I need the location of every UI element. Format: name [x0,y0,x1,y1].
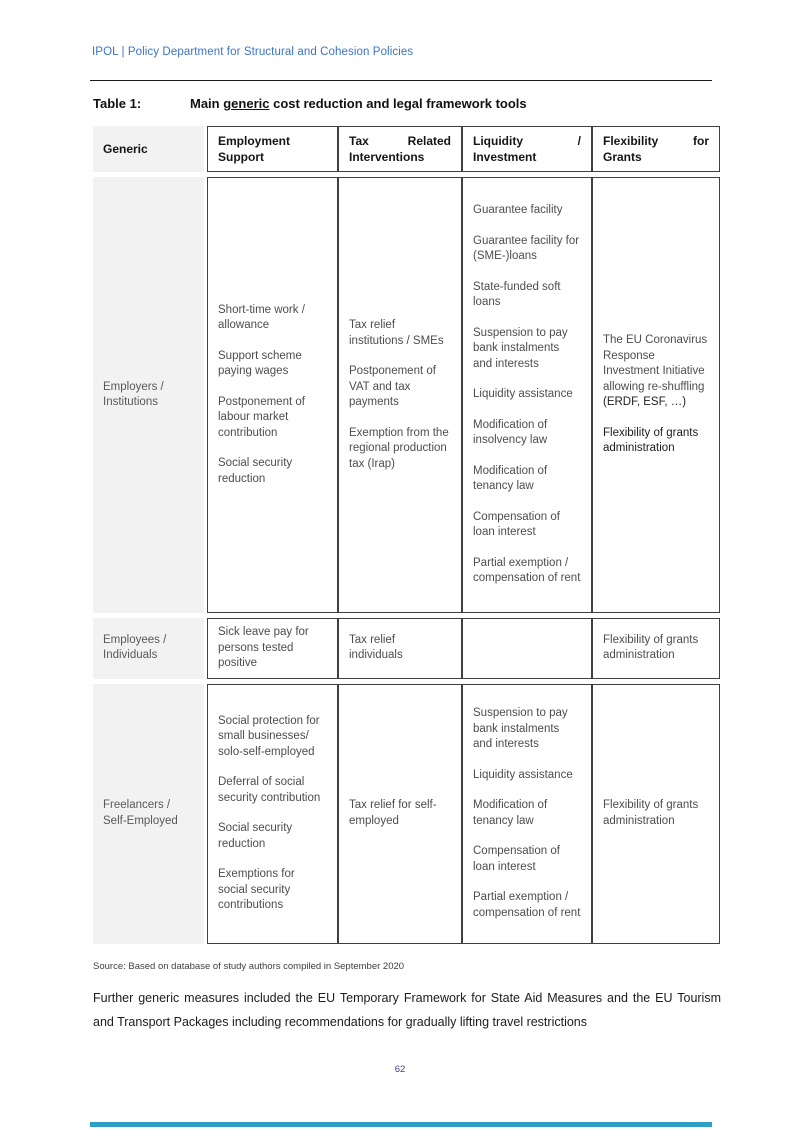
cell-item: Flexibility of grants administration [603,426,699,455]
cell-item: Exemptions for social security contributions [218,868,295,911]
cell-item-emph-text: (ERDF, ESF, …) [603,396,687,409]
header-cell-tax-related: Tax Related Interventions [338,126,462,172]
cell-employers-liquidity [462,177,592,613]
table-title [93,96,721,111]
table-header-row [93,126,720,172]
main-table [93,121,720,949]
cell-freelancers-flexibility [592,684,720,944]
header-cell-generic: Generic [93,126,207,172]
header-cell-flexibility: Flexibility for Grants [592,126,720,172]
cell-item: Suspension to pay bank instalments and interests [473,707,568,750]
cell-employees-employment [207,618,338,679]
cell-item [603,333,709,411]
cell-employees-liquidity-empty [462,618,592,679]
cell-item: Deferral of social security contribution [218,776,321,804]
header-cell-employment-support: Employment Support [207,126,338,172]
cell-item: Compensation of loan interest [473,845,560,873]
cell-freelancers-tax [338,684,462,944]
cell-freelancers-liquidity [462,684,592,944]
cell-employees-tax [338,618,462,679]
cell-employees-flexibility [592,618,720,679]
cell-employers-tax [338,177,462,613]
page-number: 62 [394,1064,406,1075]
cell-item: Partial exemption / compensation of rent [473,556,581,585]
cell-item: Liquidity assistance [473,768,573,781]
cell-item: Flexibility of grants administration [603,799,699,827]
row-label-employees: Employees / Individuals [93,618,207,679]
cell-item: Tax relief individuals [349,633,403,662]
cell-item: Exemption from the regional production tax (Irap) [349,426,449,470]
cell-item: Flexibility of grants administration [603,633,699,662]
cell-item: Suspension to pay bank instalments and interests [473,326,568,370]
table-title-text-before: Main [190,96,224,111]
cell-item: Tax relief institutions / SMEs [349,319,444,347]
cell-item: Compensation of loan interest [473,510,560,539]
table-row-employees [93,618,720,679]
cell-item: Modification of tenancy law [473,799,548,827]
table-title-text-after: cost reduction and legal framework tools [269,96,527,111]
cell-item: Social protection for small businesses/ solo-self-employed [218,714,320,758]
cell-employers-employment [207,177,338,613]
cell-item: Social security reduction [218,822,293,850]
cell-item: Sick leave pay for persons tested positive [218,626,309,669]
cell-item: Social security reduction [218,457,293,485]
cell-item: Support scheme paying wages [218,349,302,378]
cell-item: Guarantee facility for (SME-)loans [473,234,580,263]
body-paragraph: Further generic measures included the EU Temporary Framework for State Aid Measures and the EU Tourism and Transport Packages including recommendations for gradually lifting travel restrictions [93,991,721,1029]
table-title-label: Table 1: [93,96,142,111]
header-cell-liquidity: Liquidity / Investment [462,126,592,172]
cell-item: State-funded soft loans [473,280,561,309]
cell-employers-flexibility [592,177,720,613]
cell-item: Tax relief for self-employed [349,799,437,827]
row-label-employers: Employers / Institutions [93,177,207,613]
cell-freelancers-employment [207,684,338,944]
cell-item: Postponement of labour market contribution [218,395,305,439]
cell-item: Modification of tenancy law [473,464,548,493]
table-row-employers [93,177,720,613]
cell-item-lead-text: The EU Coronavirus Response Investment Initiative allowing re-shuffling [603,334,708,393]
main-table-container [93,121,721,949]
running-header: IPOL | Policy Department for Structural and Cohesion Policies [92,46,414,58]
source-note: Source: Based on database of study authors compiled in September 2020 [93,961,405,972]
cell-item: Liquidity assistance [473,388,573,401]
footer-bar [90,1122,712,1127]
cell-item: Guarantee facility [473,204,563,217]
cell-item: Short-time work / allowance [218,303,305,332]
row-label-freelancers: Freelancers / Self-Employed [93,684,207,944]
header-rule [90,80,712,81]
cell-item: Modification of insolvency law [473,418,548,447]
table-title-underlined-word: generic [223,96,270,111]
cell-item: Postponement of VAT and tax payments [349,365,436,408]
table-row-freelancers [93,684,720,944]
cell-item: Partial exemption / compensation of rent [473,891,581,919]
